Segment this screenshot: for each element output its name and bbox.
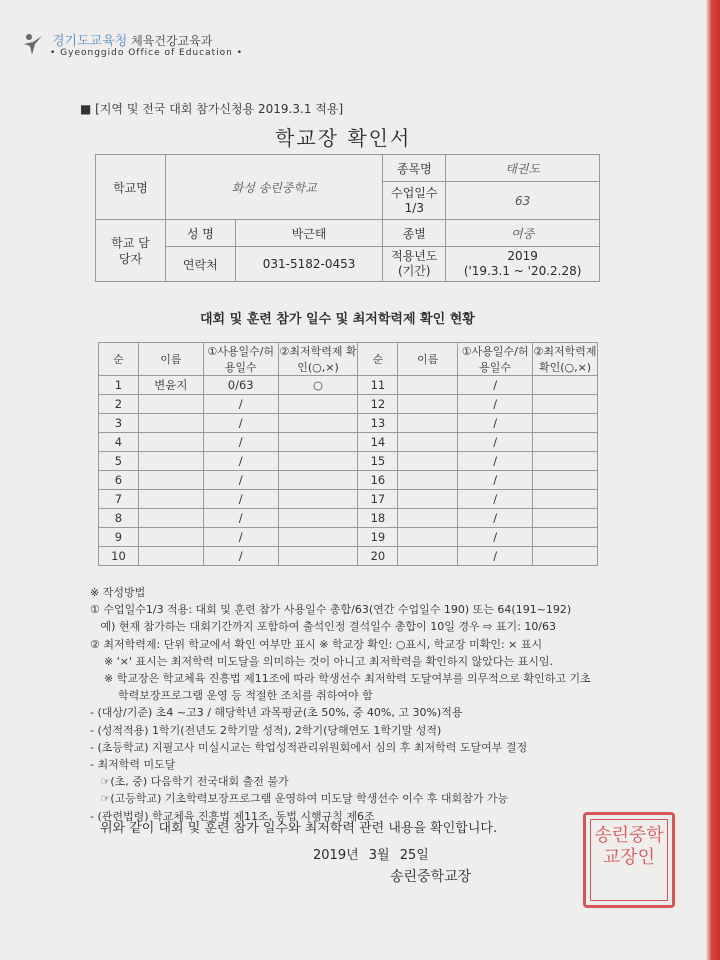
office-subtitle: • Gyeonggido Office of Education • xyxy=(50,48,244,58)
principal-signature: 송린중학교장 xyxy=(390,869,472,885)
row-no: 7 xyxy=(99,490,139,509)
row-no: 3 xyxy=(99,414,139,433)
confirmation-statement: 위와 같이 대회 및 훈련 참가 일수와 최저학력 관련 내용을 확인합니다. xyxy=(100,821,498,836)
table-row xyxy=(99,547,598,566)
row-days-2: / xyxy=(458,452,533,471)
col-days-2: ①사용일수/허용일수 xyxy=(458,343,533,376)
row-check-2 xyxy=(533,509,598,528)
row-name xyxy=(138,395,203,414)
row-no: 4 xyxy=(99,433,139,452)
table-subtitle: 대회 및 훈련 참가 일수 및 최저학력제 확인 현황 xyxy=(200,312,475,327)
office-logo-icon xyxy=(22,32,44,56)
note-line: - (관련법령) 학교체육 진흥법 제11조, 동법 시행규칙 제6조 xyxy=(90,809,375,823)
sport-label: 종목명 xyxy=(383,155,446,182)
note-line: ① 수업일수1/3 적용: 대회 및 훈련 참가 사용일수 총합/63(연간 수업일수 190) 또는 64(191~192) xyxy=(90,603,572,617)
row-check-2 xyxy=(533,452,598,471)
col-days: ①사용일수/허용일수 xyxy=(203,343,278,376)
class-days-label: 수업일수 1/3 xyxy=(383,182,446,220)
row-check-2 xyxy=(533,471,598,490)
row-check xyxy=(278,414,358,433)
row-no-2: 17 xyxy=(358,490,398,509)
row-name xyxy=(138,509,203,528)
row-check: ○ xyxy=(278,376,358,395)
row-days: / xyxy=(203,528,278,547)
row-no: 2 xyxy=(99,395,139,414)
row-days: / xyxy=(203,433,278,452)
col-name: 이름 xyxy=(138,343,203,376)
col-check: ②최저학력제 확인(○,×) xyxy=(278,343,358,376)
row-name xyxy=(138,471,203,490)
row-check xyxy=(278,528,358,547)
year-label: 적용년도 (기간) xyxy=(383,247,446,282)
staff-label: 학교 담당자 xyxy=(96,220,166,282)
instructions xyxy=(90,584,650,825)
note-line: - (성적적용) 1학기(전년도 2학기말 성적), 2학기(당해연도 1학기말 성적) xyxy=(90,723,442,737)
row-days-2: / xyxy=(458,471,533,490)
office-name: 경기도교육청 체육건강교육과 xyxy=(52,34,213,49)
row-days: / xyxy=(203,490,278,509)
row-name-2 xyxy=(398,433,458,452)
note-line: - 최저학력 미도달 xyxy=(90,758,176,772)
table-row xyxy=(99,509,598,528)
row-name xyxy=(138,433,203,452)
gender-value: 여중 xyxy=(446,220,600,247)
row-days-2: / xyxy=(458,376,533,395)
row-name-2 xyxy=(398,452,458,471)
row-days-2: / xyxy=(458,509,533,528)
table-row xyxy=(99,433,598,452)
table-row xyxy=(99,490,598,509)
note-line: ☞(고등학교) 기초학력보장프로그램 운영하여 미도달 학생선수 이수 후 대회참가 가능 xyxy=(90,792,509,806)
contact-label: 연락처 xyxy=(165,247,235,282)
col-check-2: ②최저학력제 확인(○,×) xyxy=(533,343,598,376)
row-no: 6 xyxy=(99,471,139,490)
table-row xyxy=(99,528,598,547)
form-title: 학교장 확인서 xyxy=(275,126,412,150)
row-no: 10 xyxy=(99,547,139,566)
row-no-2: 14 xyxy=(358,433,398,452)
row-check-2 xyxy=(533,547,598,566)
row-name xyxy=(138,414,203,433)
row-name xyxy=(138,490,203,509)
row-days: / xyxy=(203,471,278,490)
row-check-2 xyxy=(533,376,598,395)
row-no-2: 18 xyxy=(358,509,398,528)
contact-value: 031-5182-0453 xyxy=(235,247,383,282)
row-name-2 xyxy=(398,509,458,528)
note-line: 예) 현재 참가하는 대회기간까지 포함하여 출석인정 결석일수 총합이 10일 경우 ⇨ 표기: 10/63 xyxy=(90,620,557,634)
row-name: 변윤지 xyxy=(138,376,203,395)
row-name-2 xyxy=(398,490,458,509)
table-row xyxy=(99,471,598,490)
row-days: / xyxy=(203,395,278,414)
row-days-2: / xyxy=(458,433,533,452)
row-no-2: 19 xyxy=(358,528,398,547)
col-name-2: 이름 xyxy=(398,343,458,376)
row-check-2 xyxy=(533,490,598,509)
row-name-2 xyxy=(398,414,458,433)
red-folder-edge xyxy=(706,0,720,960)
row-no-2: 15 xyxy=(358,452,398,471)
row-check-2 xyxy=(533,395,598,414)
row-no: 8 xyxy=(99,509,139,528)
table-row xyxy=(99,395,598,414)
row-days-2: / xyxy=(458,490,533,509)
row-check xyxy=(278,395,358,414)
row-days-2: / xyxy=(458,414,533,433)
row-name-2 xyxy=(398,395,458,414)
row-check xyxy=(278,452,358,471)
col-no: 순 xyxy=(99,343,139,376)
form-header: ■ [지역 및 전국 대회 참가신청용 2019.3.1 적용] xyxy=(80,102,344,116)
row-no-2: 13 xyxy=(358,414,398,433)
sport-value: 태권도 xyxy=(446,155,600,182)
row-check-2 xyxy=(533,528,598,547)
row-name xyxy=(138,547,203,566)
row-no-2: 16 xyxy=(358,471,398,490)
col-no-2: 순 xyxy=(358,343,398,376)
row-days: 0/63 xyxy=(203,376,278,395)
note-line: ※ 작성방법 xyxy=(90,586,146,599)
row-check xyxy=(278,509,358,528)
participation-table xyxy=(98,342,598,566)
year-value: 2019 ('19.3.1 ~ '20.2.28) xyxy=(446,247,600,282)
row-name-2 xyxy=(398,471,458,490)
gender-label: 종별 xyxy=(383,220,446,247)
row-no-2: 20 xyxy=(358,547,398,566)
row-check-2 xyxy=(533,414,598,433)
note-line: ② 최저학력제: 단위 학교에서 확인 여부만 표시 ※ 학교장 확인: ○표시, 학교장 미확인: × 표시 xyxy=(90,637,543,651)
row-days-2: / xyxy=(458,528,533,547)
row-days-2: / xyxy=(458,547,533,566)
note-line: - (대상/기준) 초4 ~고3 / 해당학년 과목평균(초 50%, 중 40%, 고 30%)적용 xyxy=(90,706,463,720)
row-check xyxy=(278,547,358,566)
row-name-2 xyxy=(398,528,458,547)
note-line: ※ 학교장은 학교체육 진흥법 제11조에 따라 학생선수 최저학력 도달여부를 의무적으로 확인하고 기초 xyxy=(90,672,591,686)
row-days: / xyxy=(203,452,278,471)
row-no-2: 11 xyxy=(358,376,398,395)
row-days: / xyxy=(203,414,278,433)
row-days-2: / xyxy=(458,395,533,414)
info-table xyxy=(95,154,600,282)
row-name xyxy=(138,452,203,471)
note-line: ☞(초, 중) 다음학기 전국대회 출전 불가 xyxy=(90,775,289,789)
school-label: 학교명 xyxy=(96,155,166,220)
note-line: - (초등학교) 지필고사 미실시교는 학업성적관리위원회에서 심의 후 최저학력 도달여부 결정 xyxy=(90,740,528,754)
row-check xyxy=(278,471,358,490)
row-name xyxy=(138,528,203,547)
signature-date: 2019년 3월 25일 xyxy=(313,848,429,863)
class-days-value: 63 xyxy=(446,182,600,220)
row-no: 1 xyxy=(99,376,139,395)
row-check xyxy=(278,490,358,509)
name-label: 성 명 xyxy=(165,220,235,247)
row-no: 5 xyxy=(99,452,139,471)
note-line: ※ '×' 표시는 최저학력 미도달을 의미하는 것이 아니고 최저학력을 확인하지 않았다는 표시임. xyxy=(90,654,553,668)
row-days: / xyxy=(203,547,278,566)
table-row xyxy=(99,376,598,395)
table-row xyxy=(99,414,598,433)
name-value: 박근태 xyxy=(235,220,383,247)
table-row xyxy=(99,452,598,471)
note-line: 학력보장프로그램 운영 등 적절한 조치를 취하여야 함 xyxy=(90,689,373,703)
row-name-2 xyxy=(398,547,458,566)
official-seal xyxy=(583,812,675,908)
row-no: 9 xyxy=(99,528,139,547)
row-no-2: 12 xyxy=(358,395,398,414)
school-value: 화성 송린중학교 xyxy=(165,155,382,220)
row-check xyxy=(278,433,358,452)
row-check-2 xyxy=(533,433,598,452)
row-name-2 xyxy=(398,376,458,395)
table-header-row xyxy=(99,343,598,376)
row-days: / xyxy=(203,509,278,528)
seal-text: 송린중학교장인 xyxy=(594,825,664,868)
